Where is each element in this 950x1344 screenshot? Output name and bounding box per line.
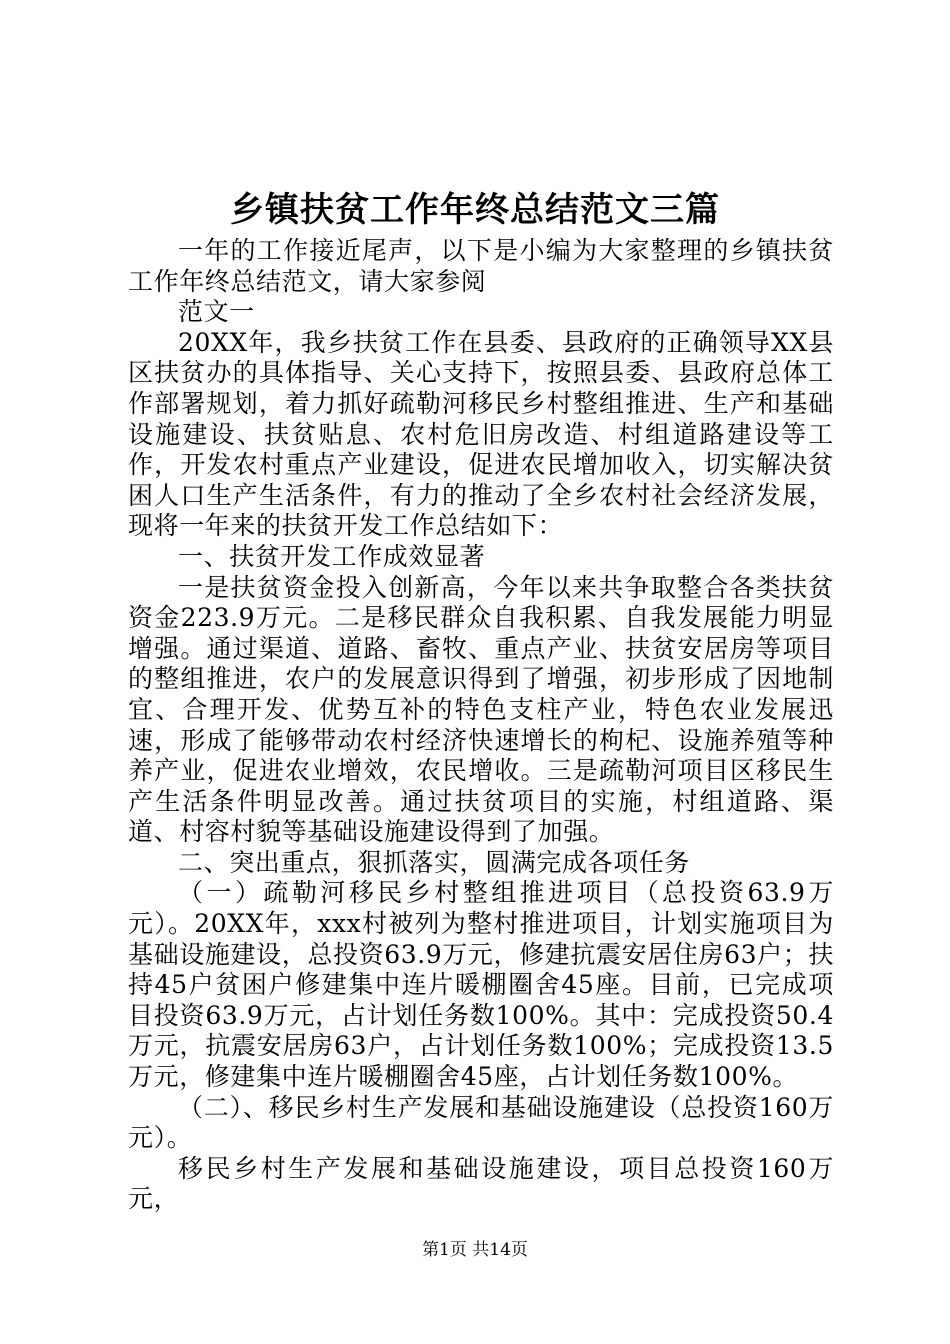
heading-project-2: （二）、移民乡村生产发展和基础设施建设（总投资160万元）。 [128, 1092, 834, 1153]
heading-section-2: 二、突出重点，狠抓落实，圆满完成各项任务 [178, 847, 691, 877]
paragraph-intro: 一年的工作接近尾声，以下是小编为大家整理的乡镇扶贫工作年终总结范文，请大家参阅 [128, 236, 834, 296]
heading-section-1: 一、扶贫开发工作成效显著 [178, 541, 486, 571]
page-number-footer: 第1页 共14页 [422, 1240, 528, 1260]
paragraph-project-2: 移民乡村生产发展和基础设施建设，项目总投资160万元， [128, 1153, 834, 1214]
document-body [128, 236, 834, 1215]
paragraph-section-label: 范文一 [178, 297, 255, 327]
document-title: 乡镇扶贫工作年终总结范文三篇 [230, 190, 720, 230]
paragraph-achievements: 一是扶贫资金投入创新高，今年以来共争取整合各类扶贫资金223.9万元。二是移民群众自我积累、自我发展能力明显增强。通过渠道、道路、畜牧、重点产业、扶贫安居房等项目的整组推进，农户的发展意识得到了增强，初步形成了因地制宜、合理开发、优势互补的特色支柱产业，特色农业发展迅速，形成了能够带动农村经济快速增长的枸杞、设施养殖等种养产业，促进农业增效，农民增收。三是疏勒河项目区移民生产生活条件明显改善。通过扶贫项目的实施，村组道路、渠道、村容村貌等基础设施建设得到了加强。 [128, 572, 834, 847]
paragraph-project-1: （一）疏勒河移民乡村整组推进项目（总投资63.9万元）。20XX年，xxx村被列为整村推进项目，计划实施项目为基础设施建设，总投资63.9万元，修建抗震安居住房63户；扶持45户贫困户修建集中连片暖棚圈舍45座。目前，已完成项目投资63.9万元，占计划任务数100%。其中：完成投资50.4万元，抗震安居房63户，占计划任务数100%；完成投资13.5万元，修建集中连片暖棚圈舍45座，占计划任务数100%。 [128, 878, 834, 1092]
paragraph-overview: 20XX年，我乡扶贫工作在县委、县政府的正确领导XX县区扶贫办的具体指导、关心支持下，按照县委、县政府总体工作部署规划，着力抓好疏勒河移民乡村整组推进、生产和基础设施建设、扶贫贴息、农村危旧房改造、村组道路建设等工作，开发农村重点产业建设，促进农民增加收入，切实解决贫困人口生产生活条件，有力的推动了全乡农村社会经济发展，现将一年来的扶贫开发工作总结如下： [128, 327, 834, 541]
